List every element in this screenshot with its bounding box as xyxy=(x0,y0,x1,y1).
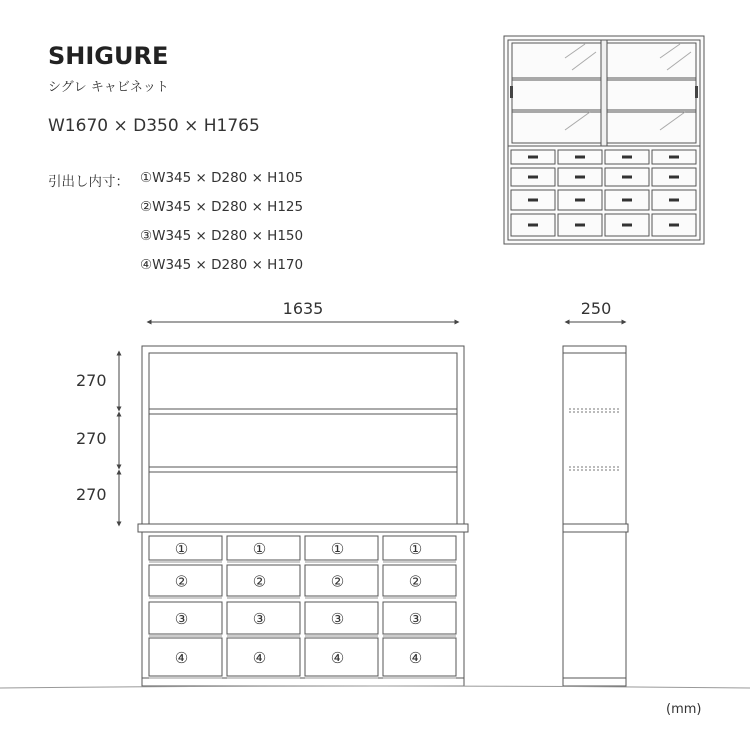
drawer-inner-line-2: ②W345 × D280 × H125 xyxy=(140,199,304,215)
front-view xyxy=(138,346,468,686)
depth-dimension-label: 250 xyxy=(580,299,612,318)
drawer-inner-label: 引出し内寸： xyxy=(48,174,129,190)
drawer-number-label: ① xyxy=(252,540,267,558)
drawer-inner-line-3: ③W345 × D280 × H150 xyxy=(140,228,304,244)
front-drawer xyxy=(305,602,378,636)
front-counter-top xyxy=(138,524,468,532)
drawer-number-label: ③ xyxy=(252,610,267,628)
drawer-handle-icon xyxy=(575,156,585,159)
drawer-number-label: ① xyxy=(174,540,189,558)
drawer-handle-icon xyxy=(528,224,538,227)
drawer-number-label: ③ xyxy=(174,610,189,628)
floor-line xyxy=(0,686,750,688)
drawer-handle-icon xyxy=(669,176,679,179)
drawer-handle-icon xyxy=(575,199,585,202)
drawer-inner-line-1: ①W345 × D280 × H105 xyxy=(140,170,304,186)
front-drawer xyxy=(227,536,300,562)
drawer-number-label: ④ xyxy=(408,649,423,667)
front-drawer xyxy=(149,638,222,678)
drawer-number-label: ② xyxy=(330,572,345,591)
front-drawer xyxy=(227,638,300,678)
front-shelf-1 xyxy=(149,409,457,414)
shelf-height-label-1: 270 xyxy=(76,371,107,390)
drawer-number-label: ② xyxy=(252,572,267,591)
drawer-number-label: ③ xyxy=(408,610,423,628)
drawer-number-label: ④ xyxy=(330,649,345,667)
side-counter-top xyxy=(563,524,628,532)
front-drawer xyxy=(149,602,222,636)
front-drawer xyxy=(149,565,222,598)
product-subtitle: シグレ キャビネット xyxy=(48,80,169,95)
width-dimension-label: 1635 xyxy=(282,299,324,318)
front-drawer xyxy=(383,602,456,636)
drawer-number-label: ① xyxy=(330,540,345,558)
overall-dimensions: W1670 × D350 × H1765 xyxy=(48,116,260,136)
drawer-handle-icon xyxy=(622,224,632,227)
drawer-handle-icon xyxy=(622,176,632,179)
drawer-handle-icon xyxy=(622,156,632,159)
unit-label: (mm) xyxy=(666,702,702,717)
product-title: SHIGURE xyxy=(48,42,169,70)
shelf-height-label-2: 270 xyxy=(76,429,107,448)
drawer-handle-icon xyxy=(575,224,585,227)
drawer-number-label: ④ xyxy=(174,649,189,667)
front-drawer xyxy=(383,638,456,678)
front-drawer xyxy=(227,602,300,636)
drawer-handle-icon xyxy=(528,156,538,159)
drawer-handle-icon xyxy=(669,199,679,202)
front-drawer xyxy=(305,565,378,598)
front-drawer xyxy=(305,536,378,562)
drawer-handle-icon xyxy=(528,176,538,179)
drawer-handle-icon xyxy=(669,156,679,159)
front-drawer xyxy=(383,565,456,598)
front-drawer xyxy=(227,565,300,598)
drawer-number-label: ④ xyxy=(252,649,267,667)
drawer-handle-icon xyxy=(669,224,679,227)
front-shelf-2 xyxy=(149,467,457,472)
drawer-number-label: ③ xyxy=(330,610,345,628)
front-drawers xyxy=(149,536,456,678)
drawer-handle-icon xyxy=(528,199,538,202)
drawer-handle-icon xyxy=(575,176,585,179)
side-upper-case xyxy=(563,346,626,524)
drawer-number-label: ② xyxy=(174,572,189,591)
front-drawer xyxy=(383,536,456,562)
shelf-height-label-3: 270 xyxy=(76,485,107,504)
front-drawer xyxy=(149,536,222,562)
drawer-inner-line-4: ④W345 × D280 × H170 xyxy=(140,257,304,273)
drawer-number-label: ① xyxy=(408,540,423,558)
thumbnail-cabinet xyxy=(504,36,704,244)
front-upper-case xyxy=(142,346,464,524)
front-drawer xyxy=(305,638,378,678)
side-lower-case xyxy=(563,532,626,686)
drawer-handle-icon xyxy=(622,199,632,202)
side-view xyxy=(563,346,628,686)
drawer-number-label: ② xyxy=(408,572,423,591)
